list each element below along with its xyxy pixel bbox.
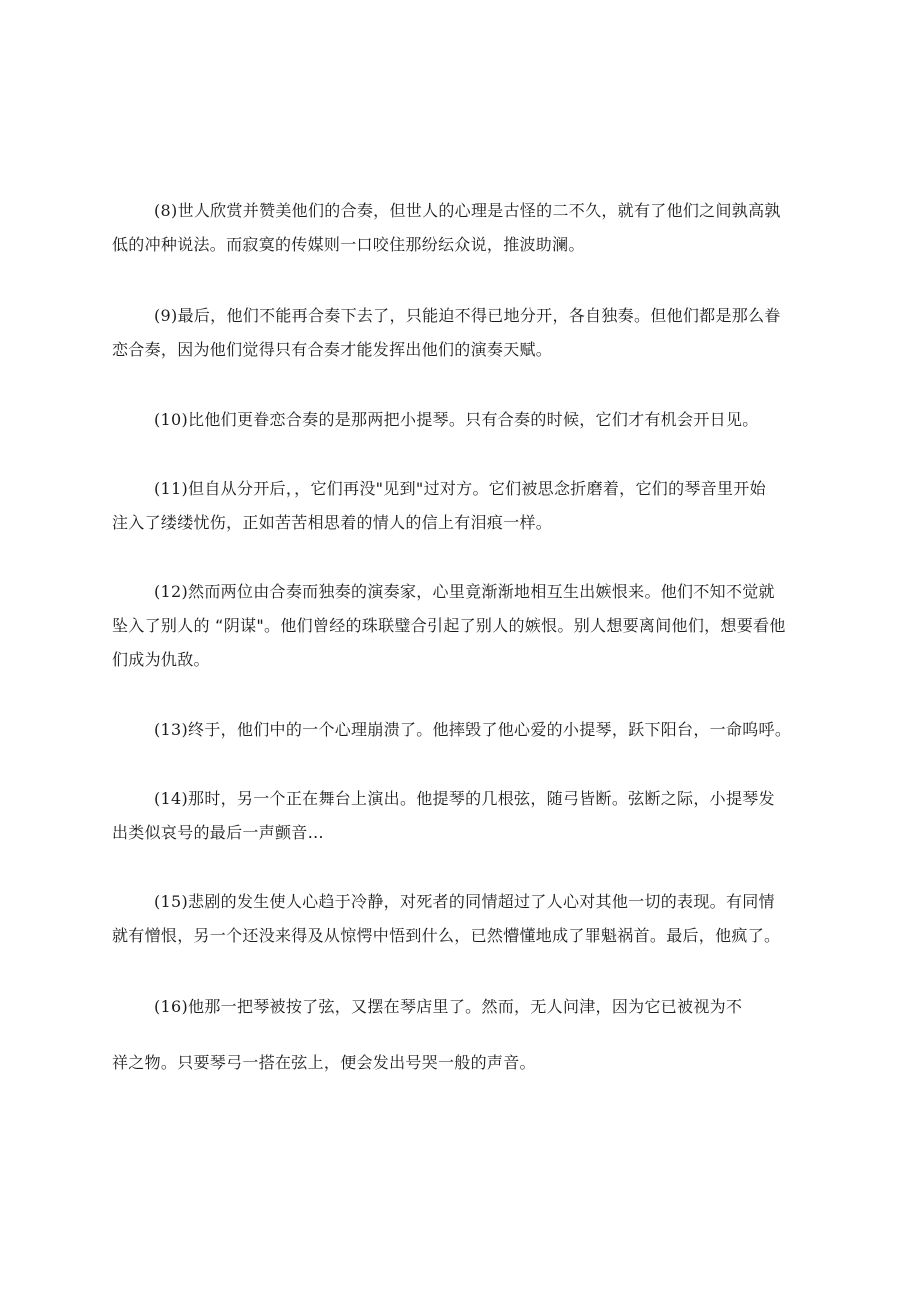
paragraph-line: [112, 782, 824, 816]
paragraph-11: [112, 472, 824, 540]
paragraph-text: 那时，另一个正在舞台上演出。他提琴的几根弦，随弓皆断。弦断之际，小提琴发: [188, 789, 775, 808]
paragraph-number: (9): [154, 306, 178, 325]
paragraph-text: 然而两位由合奏而独奏的演奏家，心里竟渐渐地相互生出嫉恨来。他们不知不觉就: [188, 582, 775, 601]
paragraph-8: [112, 194, 824, 262]
paragraph-text: 但自从分开后，，它们再没"见到"过对方。它们被思念折磨着，它们的琴音里开始: [188, 479, 766, 498]
paragraph-line: [112, 472, 824, 506]
paragraph-number: (16): [154, 997, 189, 1016]
paragraph-13: [112, 713, 824, 747]
paragraph-number: (8): [154, 201, 178, 220]
paragraph-line: [112, 885, 824, 919]
paragraph-line: 出类似哀号的最后一声颤音…: [112, 823, 324, 842]
paragraph-number: (12): [154, 582, 189, 601]
paragraph-line: [112, 403, 824, 437]
paragraph-10: [112, 403, 824, 437]
paragraph-text: 他那一把琴被按了弦，又摆在琴店里了。然而，无人问津，因为它已被视为不: [188, 997, 743, 1016]
paragraph-line: 坠入了别人的 “阴谋"。他们曾经的珠联璧合引起了别人的嫉恨。别人想要离间他们，想要看他: [112, 616, 786, 635]
paragraph-14: [112, 782, 824, 850]
paragraph-number: (11): [154, 479, 189, 498]
paragraph-line: 低的冲种说法。而寂寞的传媒则一口咬住那纷纭众说，推波助澜。: [112, 235, 585, 254]
paragraph-line: [112, 194, 824, 228]
paragraph-9: [112, 299, 824, 367]
paragraph-15: [112, 885, 824, 953]
paragraph-line: [112, 990, 824, 1024]
paragraph-number: (15): [154, 892, 189, 911]
paragraph-text: 悲剧的发生使人心趋于冷静，对死者的同情超过了人心对其他一切的表现。有同情: [188, 892, 775, 911]
paragraph-number: (13): [154, 720, 189, 739]
paragraph-line: [112, 713, 824, 747]
paragraph-line: [112, 575, 824, 609]
paragraph-line: 注入了缕缕忧伤，正如苦苦相思着的情人的信上有泪痕一样。: [112, 513, 553, 532]
paragraph-text: 世人欣赏并赞美他们的合奏，但世人的心理是古怪的二不久，就有了他们之间孰高孰: [177, 201, 781, 220]
paragraph-line: 恋合奏，因为他们觉得只有合奏才能发挥出他们的演奏天赋。: [112, 340, 553, 359]
paragraph-number: (14): [154, 789, 189, 808]
paragraph-line: 祥之物。只要琴弓一搭在弦上，便会发出号哭一般的声音。: [112, 1053, 536, 1072]
paragraph-12: [112, 575, 824, 677]
paragraph-text: 终于，他们中的一个心理崩溃了。他摔毁了他心爱的小提琴，跃下阳台，一命呜呼。: [188, 720, 792, 739]
paragraph-line: [112, 299, 824, 333]
paragraph-16: [112, 990, 824, 1080]
paragraph-text: 比他们更眷恋合奏的是那两把小提琴。只有合奏的时候，它们才有机会开日见。: [188, 410, 759, 429]
paragraph-number: (10): [154, 410, 189, 429]
paragraph-line: 们成为仇敌。: [112, 650, 210, 669]
paragraph-line: 就有憎恨，另一个还没来得及从惊愕中悟到什么，已然懵懂地成了罪魁祸首。最后，他疯了。: [112, 926, 781, 945]
paragraph-text: 最后，他们不能再合奏下去了，只能迫不得已地分开，各自独奏。但他们都是那么眷: [177, 306, 781, 325]
